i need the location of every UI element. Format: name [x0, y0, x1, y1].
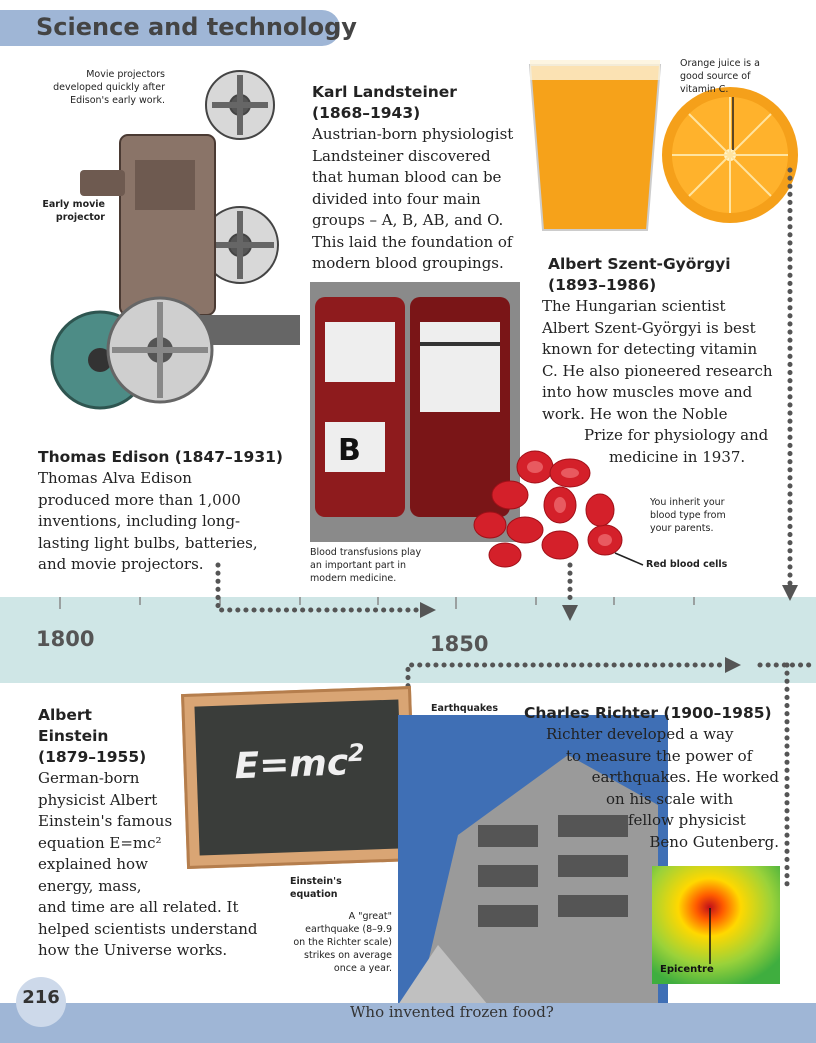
epicentre-label: Epicentre — [660, 964, 714, 975]
einstein-body: German-born physicist Albert Einstein's famous equation E=mc² explained how energy, mass, and time are all related. It helped scientists understand how the Universe works. — [38, 769, 258, 959]
edison-heading: Thomas Edison (1847–1931) — [38, 448, 283, 466]
orange-caption: Orange juice is a good source of vitamin C. — [680, 58, 760, 95]
landsteiner-body: Austrian-born physiologist Landsteiner discovered that human blood can be divided into four main groups – A, B, AB, and O. This laid the foundation of modern blood groupings. — [312, 125, 514, 272]
szent-gyorgyi-heading: Albert Szent-Györgyi (1893–1986) — [548, 255, 731, 294]
landsteiner-heading: Karl Landsteiner (1868–1943) — [312, 83, 457, 122]
year-1800: 1800 — [36, 627, 95, 651]
red-blood-cells-label: Red blood cells — [646, 559, 728, 570]
page-number: 216 — [22, 987, 60, 1008]
edison-body: Thomas Alva Edison produced more than 1,000 inventions, including long- lasting light bulbs, batteries, and movie projectors. — [38, 469, 258, 573]
page-title: Science and technology — [36, 13, 357, 41]
projector-label: Early movie projector — [42, 199, 105, 223]
richter-heading: Charles Richter (1900–1985) — [524, 704, 772, 722]
projector-caption: Movie projectors developed quickly after Edison's early work. — [53, 69, 165, 106]
bag-label-b: B — [338, 433, 361, 468]
inherit-caption: You inherit your blood type from your parents. — [650, 497, 726, 534]
chalkboard-image — [181, 686, 417, 869]
einstein-equation-caption: Einstein's equation — [290, 876, 342, 900]
blood-bags-caption: Blood transfusions play an important part in modern medicine. — [310, 547, 422, 584]
epicentre-map-image — [652, 866, 780, 984]
equation-text: $E=mc^2$ — [233, 738, 365, 788]
earthquake-caption: Earthquakes — [431, 703, 499, 714]
richter-body: Richter developed a way to measure the power of earthquakes. He worked on his scale with fellow physicist Beno Gutenberg. — [546, 725, 779, 851]
great-earthquake-caption: A "great" earthquake (8–9.9 on the Richter scale) strikes on average once a year. — [293, 911, 392, 974]
year-1850: 1850 — [430, 632, 489, 656]
einstein-heading: Albert Einstein (1879–1955) — [38, 706, 147, 766]
szent-gyorgyi-body: The Hungarian scientist Albert Szent-Györgyi is best known for detecting vitamin C. He also pioneered research into how muscles move and work. He won the Noble Prize for physiology and medicine in 1937. — [542, 297, 773, 466]
footer-question: Who invented frozen food? — [350, 1003, 554, 1021]
